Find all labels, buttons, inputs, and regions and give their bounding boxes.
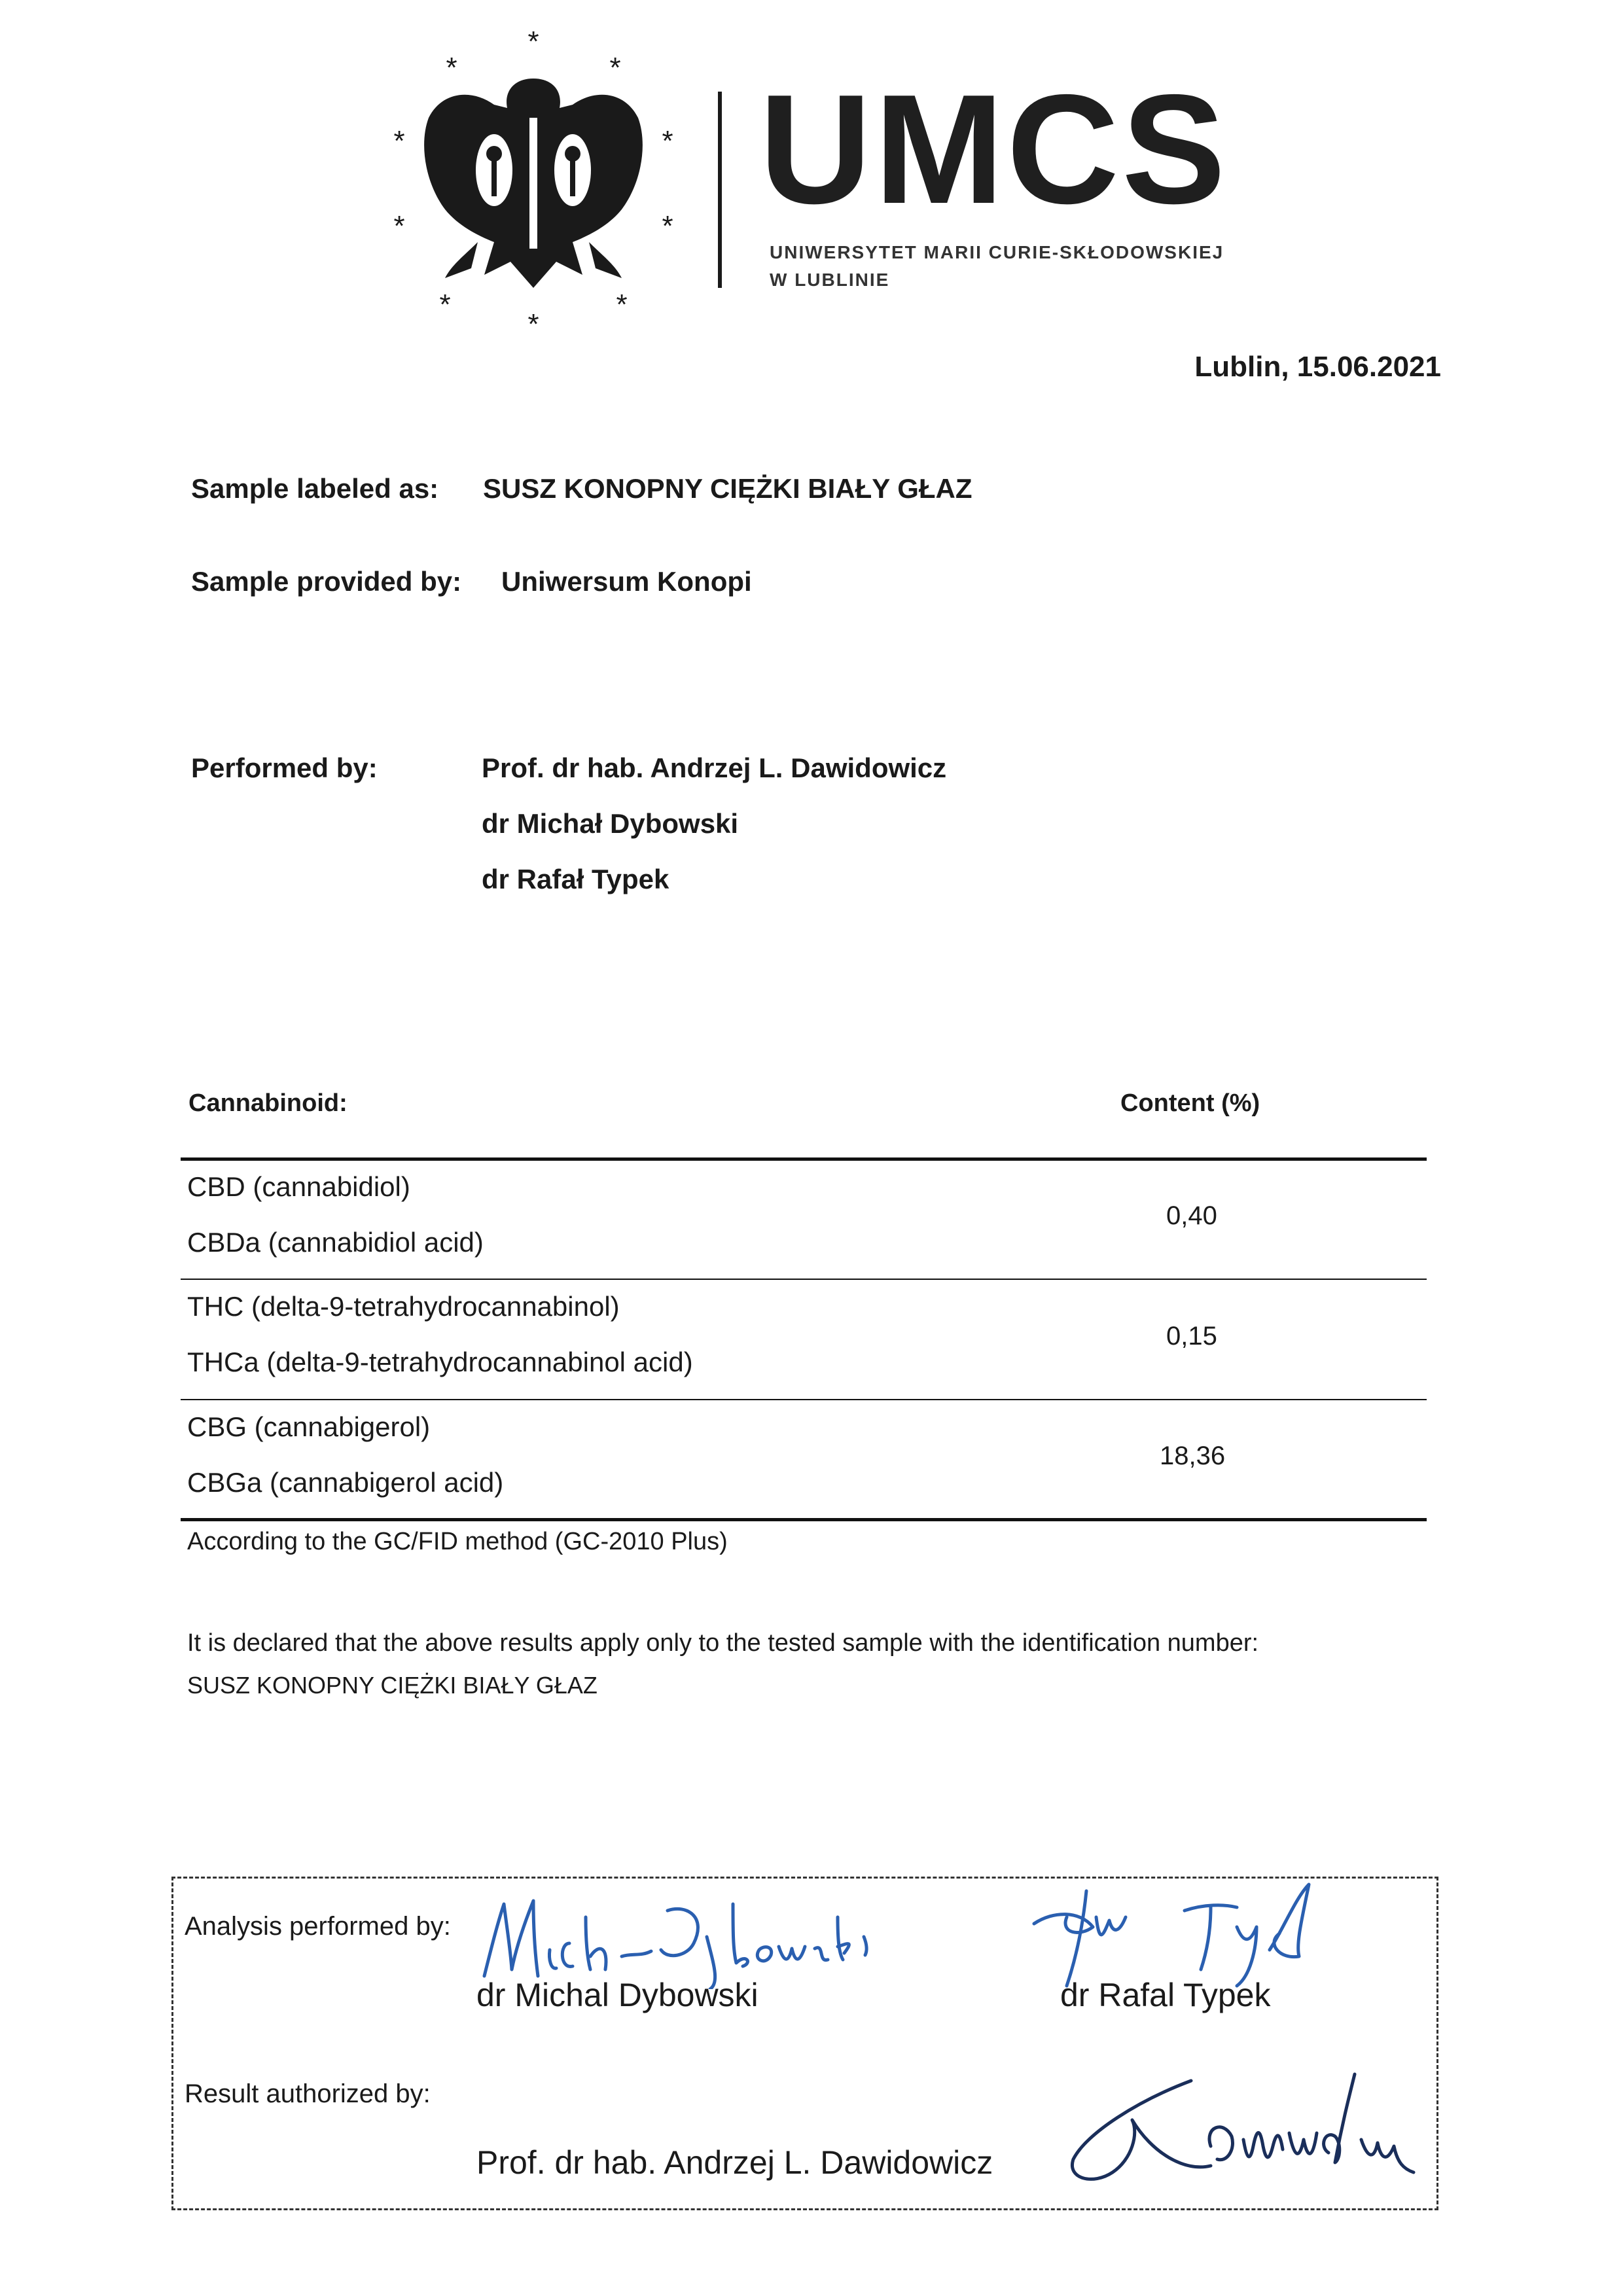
signature-typek-icon bbox=[1021, 1871, 1348, 1989]
svg-text:*: * bbox=[616, 289, 628, 321]
performer-name: dr Rafał Typek bbox=[482, 864, 669, 894]
declaration-text: It is declared that the above results apply only to the tested sample with the identification number: bbox=[187, 1629, 1259, 1657]
performed-by-label: Performed by: bbox=[191, 752, 378, 783]
logo-subtitle-line2: W LUBLINIE bbox=[770, 270, 890, 290]
logo-subtitle-line1: UNIWERSYTET MARII CURIE-SKŁODOWSKIEJ bbox=[770, 242, 1224, 262]
sample-labeled-as-label: Sample labeled as: bbox=[191, 473, 439, 504]
svg-text:*: * bbox=[446, 52, 457, 84]
university-eagle-logo-icon bbox=[380, 26, 687, 334]
svg-text:*: * bbox=[609, 52, 621, 84]
svg-text:*: * bbox=[527, 308, 539, 334]
signature-dybowski-icon bbox=[471, 1878, 929, 1989]
logo-divider bbox=[718, 92, 722, 288]
signature-dawidowicz-icon bbox=[1060, 2055, 1453, 2199]
table-cell-compound: CBD (cannabidiol) bbox=[187, 1171, 410, 1202]
table-cell-compound: CBGa (cannabigerol acid) bbox=[187, 1467, 504, 1498]
analyst-name: dr Rafal Typek bbox=[1060, 1977, 1271, 2013]
table-rule-bottom bbox=[181, 1518, 1427, 1521]
svg-text:*: * bbox=[439, 289, 451, 321]
logo-wordmark: UMCS bbox=[759, 63, 1228, 236]
sample-provided-by-value: Uniwersum Konopi bbox=[501, 566, 752, 597]
analysis-performed-label: Analysis performed by: bbox=[185, 1912, 451, 1941]
table-header-content: Content (%) bbox=[1120, 1089, 1260, 1117]
table-cell-compound: CBG (cannabigerol) bbox=[187, 1411, 431, 1442]
table-row-divider bbox=[181, 1399, 1427, 1400]
place-date: Lublin, 15.06.2021 bbox=[1194, 351, 1441, 383]
sample-labeled-as-value: SUSZ KONOPNY CIĘŻKI BIAŁY GŁAZ bbox=[483, 473, 972, 504]
table-cell-compound: THCa (delta-9-tetrahydrocannabinol acid) bbox=[187, 1347, 693, 1377]
table-cell-content: 0,15 bbox=[1166, 1322, 1217, 1351]
analyst-name: dr Michal Dybowski bbox=[476, 1977, 758, 2013]
authorizer-name: Prof. dr hab. Andrzej L. Dawidowicz bbox=[476, 2144, 993, 2181]
table-rule-top bbox=[181, 1157, 1427, 1161]
svg-text:*: * bbox=[393, 210, 405, 242]
declaration-sample-id: SUSZ KONOPNY CIĘŻKI BIAŁY GŁAZ bbox=[187, 1672, 597, 1699]
performer-name: Prof. dr hab. Andrzej L. Dawidowicz bbox=[482, 752, 947, 783]
result-authorized-label: Result authorized by: bbox=[185, 2079, 431, 2108]
method-note: According to the GC/FID method (GC-2010 Plus) bbox=[187, 1528, 728, 1555]
svg-text:*: * bbox=[662, 210, 673, 242]
table-cell-compound: THC (delta-9-tetrahydrocannabinol) bbox=[187, 1291, 620, 1322]
table-cell-content: 0,40 bbox=[1166, 1201, 1217, 1230]
svg-text:*: * bbox=[393, 125, 405, 157]
svg-text:*: * bbox=[527, 26, 539, 58]
performer-name: dr Michał Dybowski bbox=[482, 808, 739, 839]
table-row-divider bbox=[181, 1279, 1427, 1280]
table-cell-compound: CBDa (cannabidiol acid) bbox=[187, 1227, 484, 1258]
table-cell-content: 18,36 bbox=[1160, 1441, 1226, 1470]
svg-text:*: * bbox=[662, 125, 673, 157]
sample-provided-by-label: Sample provided by: bbox=[191, 566, 462, 597]
table-header-cannabinoid: Cannabinoid: bbox=[188, 1089, 348, 1117]
